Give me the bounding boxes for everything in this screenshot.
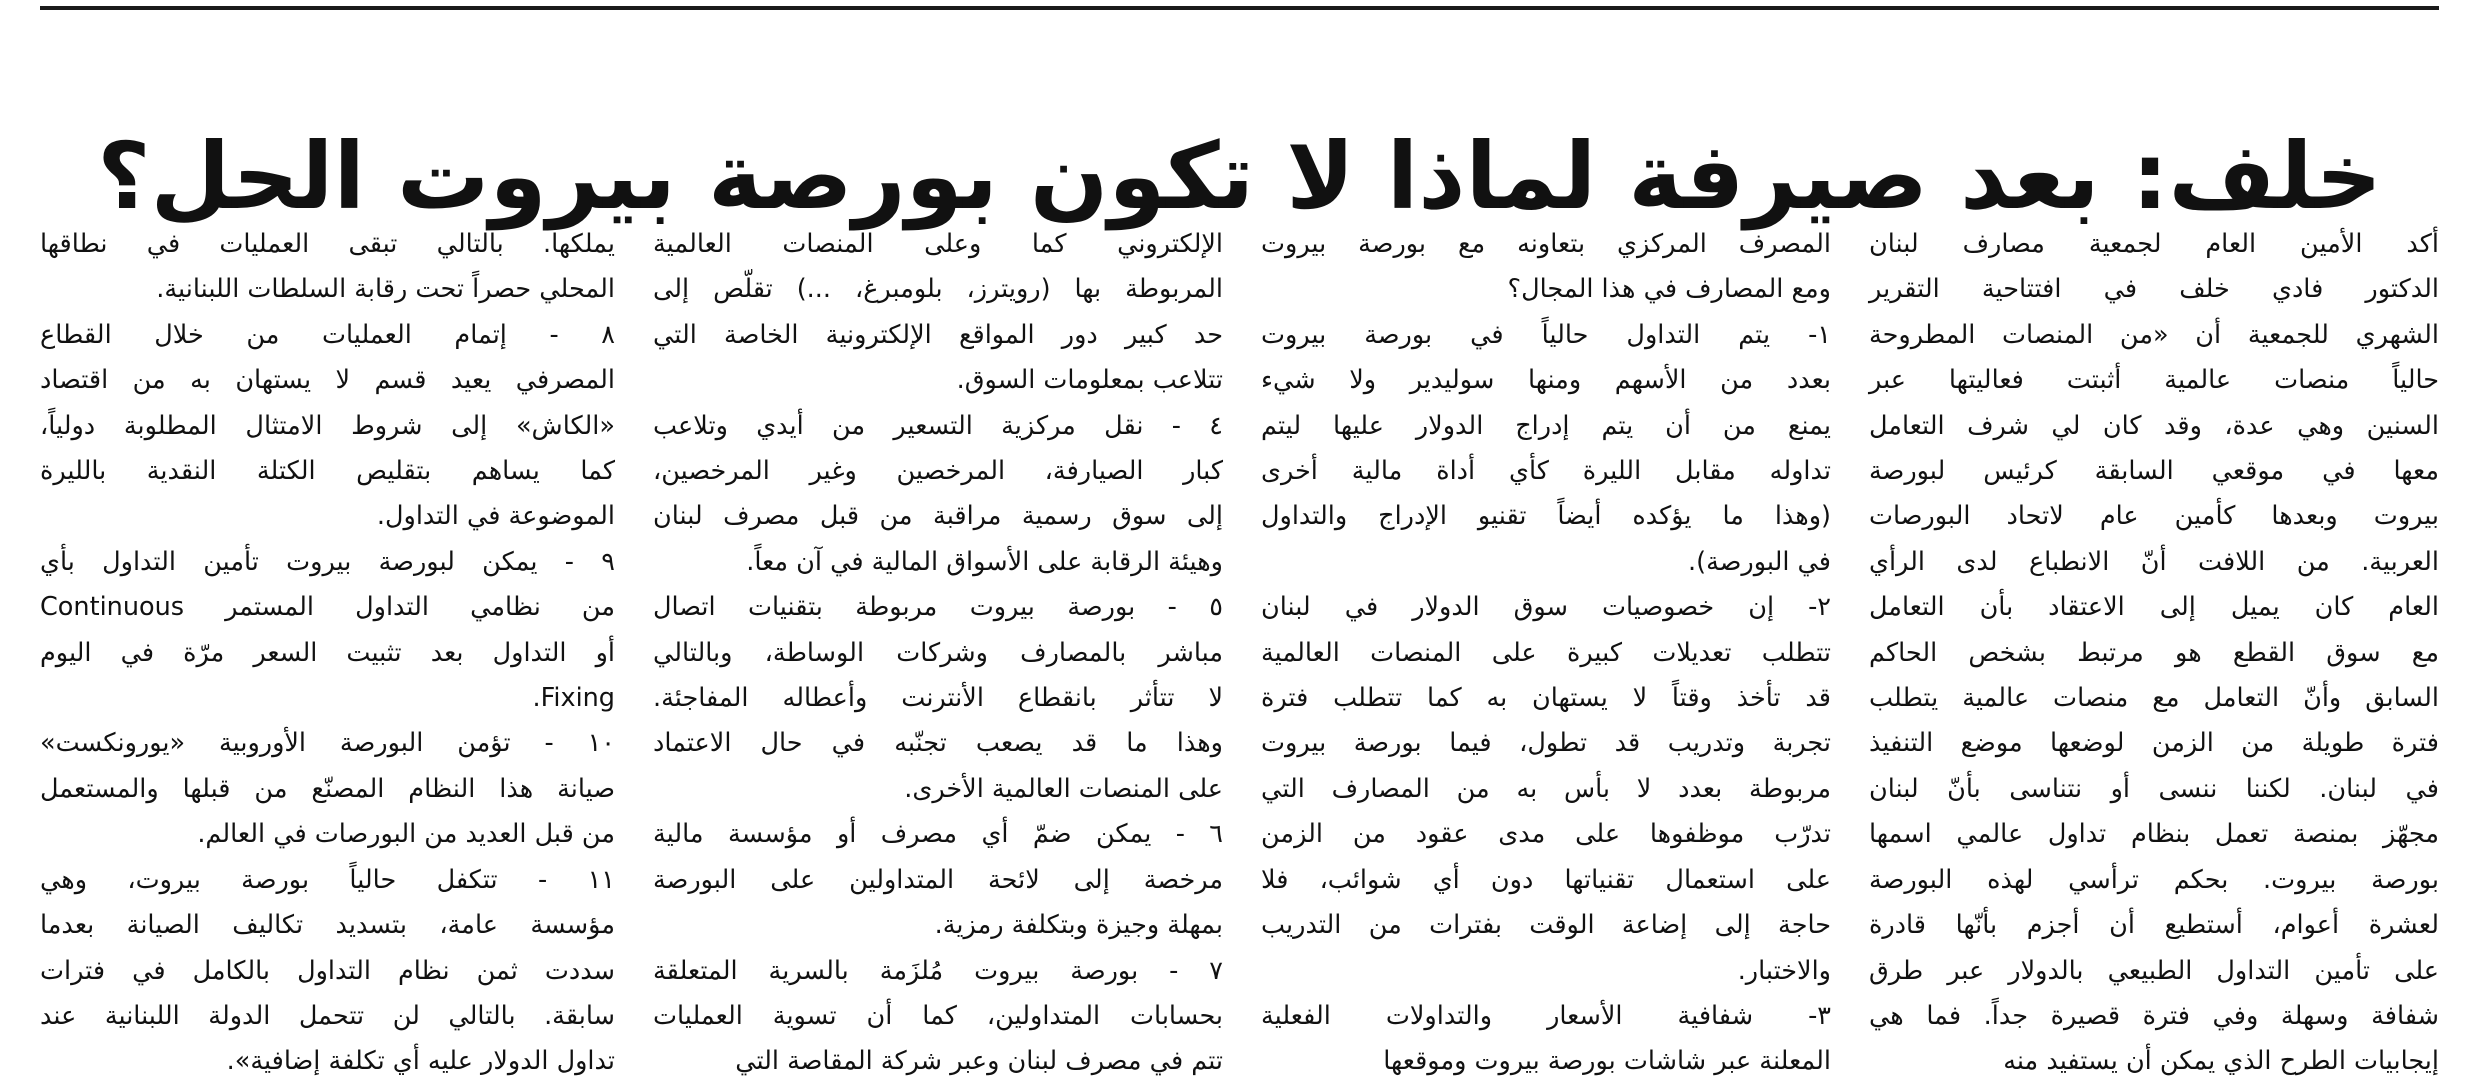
headline: خلف: بعد صيرفة لماذا لا تكون بورصة بيروت الحل؟ <box>97 123 2382 231</box>
text-line: تجربة وتدريب قد تطول، فيما بورصة بيروت <box>1261 728 1831 759</box>
text-line: ٨ - إتمام العمليات من خلال القطاع <box>40 319 615 350</box>
text-line: حاجة إلى إضاعة الوقت بفترات من التدريب <box>1261 910 1831 941</box>
text-line: ٧ - بورصة بيروت مُلزَمة بالسرية المتعلقة <box>653 955 1223 986</box>
text-line: أكد الأمين العام لجمعية مصارف لبنان <box>1869 229 2439 259</box>
text-line: تتلاعب بمعلومات السوق. <box>956 365 1223 396</box>
text-line: معها في موقعي السابقة كرئيس لبورصة <box>1869 456 2439 487</box>
text-line: المصرف المركزي بتعاونه مع بورصة بيروت <box>1261 229 1831 259</box>
column-2 <box>1261 222 1831 1077</box>
text-line: مباشر بالمصارف وشركات الوساطة، وبالتالي <box>653 637 1223 668</box>
text-line: العربية. من اللافت أنّ الانطباع لدى الرأي <box>1869 546 2439 577</box>
text-line: مرخصة إلى لائحة المتداولين على البورصة <box>653 864 1223 895</box>
text-line: ١٠ - تؤمن البورصة الأوروبية «يورونكست» <box>40 728 615 759</box>
text-line: الدكتور فادي خلف في افتتاحية التقرير <box>1869 274 2439 305</box>
text-line: والاختبار. <box>1737 955 1831 986</box>
text-line: أو التداول بعد تثبيت السعر مرّة في اليوم <box>40 637 615 668</box>
text-line: سددت ثمن نظام التداول بالكامل في فترات <box>40 955 615 986</box>
text-line: مربوطة بعدد لا بأس به من المصارف التي <box>1261 773 1831 804</box>
text-line: سابقة. بالتالي لن تتحمل الدولة اللبنانية عند <box>40 1000 615 1031</box>
text-line: ١١ - تتكفل حالياً بورصة بيروت، وهي <box>40 864 615 895</box>
text-line: إيجابيات الطرح الذي يمكن أن يستفيد منه <box>2003 1046 2439 1077</box>
text-line: بعدد من الأسهم ومنها سوليدير ولا شيء <box>1261 365 1831 396</box>
text-line: كما يساهم بتقليص الكتلة النقدية بالليرة <box>40 456 615 487</box>
top-rule <box>40 6 2439 10</box>
text-line: تتطلب تعديلات كبيرة على المنصات العالمية <box>1261 637 1831 668</box>
text-line: مع سوق القطع هو مرتبط بشخص الحاكم <box>1869 637 2439 668</box>
text-line: Fixing. <box>532 683 615 714</box>
text-line: الشهري للجمعية أن «من المنصات المطروحة <box>1869 319 2439 350</box>
text-line: العام كان يميل إلى الاعتقاد بأن التعامل <box>1869 592 2439 623</box>
text-line: لا تتأثر بانقطاع الأنترنت وأعطاله المفاجئة. <box>653 683 1223 714</box>
text-line: على تأمين التداول الطبيعي بالدولار عبر طرق <box>1869 955 2439 986</box>
text-line: من نظامي التداول المستمر Continuous <box>40 592 615 623</box>
text-line: الموضوعة في التداول. <box>376 501 615 532</box>
text-line: كبار الصيارفة، المرخصين وغير المرخصين، <box>653 456 1223 487</box>
text-line: تداوله مقابل الليرة كأي أداة مالية أخرى <box>1261 456 1831 487</box>
column-4 <box>40 222 615 1077</box>
text-line: تتم في مصرف لبنان وعبر شركة المقاصة التي <box>735 1046 1223 1077</box>
article-body <box>40 222 2439 1077</box>
text-line: حد كبير دور المواقع الإلكترونية الخاصة التي <box>653 319 1223 350</box>
text-line: على المنصات العالمية الأخرى. <box>904 773 1223 804</box>
text-line: مؤسسة عامة، بتسديد تكاليف الصيانة بعدما <box>40 910 615 941</box>
text-line: ٣- شفافية الأسعار والتداولات الفعلية <box>1261 1000 1831 1031</box>
text-line: ٤ - نقل مركزية التسعير من أيدي وتلاعب <box>653 410 1223 441</box>
text-line: ٥ - بورصة بيروت مربوطة بتقنيات اتصال <box>653 592 1223 623</box>
text-line: المعلنة عبر شاشات بورصة بيروت وموقعها <box>1383 1046 1831 1077</box>
column-1 <box>1869 222 2439 1077</box>
text-line: قد تأخذ وقتاً لا يستهان به كما تتطلب فترة <box>1261 683 1831 714</box>
text-line: ٦ - يمكن ضمّ أي مصرف أو مؤسسة مالية <box>653 819 1223 850</box>
text-line: بورصة بيروت. بحكم ترأسي لهذه البورصة <box>1869 864 2439 895</box>
text-line: ومع المصارف في هذا المجال؟ <box>1507 274 1831 305</box>
text-line: ٢- إن خصوصيات سوق الدولار في لبنان <box>1261 592 1831 623</box>
text-line: في لبنان. لكننا ننسى أو نتناسى بأنّ لبنان <box>1869 773 2439 804</box>
text-line: بيروت وبعدها كأمين عام لاتحاد البورصات <box>1869 501 2439 532</box>
text-line: السنين وهي عدة، وقد كان لي شرف التعامل <box>1869 410 2439 441</box>
text-line: على استعمال تقنياتها دون أي شوائب، فلا <box>1261 864 1831 895</box>
text-line: وهيئة الرقابة على الأسواق المالية في آن معاً. <box>746 546 1223 577</box>
text-line: شفافة وسهلة وفي فترة قصيرة جداً. فما هي <box>1869 1000 2439 1031</box>
text-line: في البورصة). <box>1688 546 1831 577</box>
text-line: فترة طويلة من الزمن لوضعها موضع التنفيذ <box>1869 728 2439 759</box>
text-line: تداول الدولار عليه أي تكلفة إضافية». <box>226 1046 615 1077</box>
text-line: يملكها. بالتالي تبقى العمليات في نطاقها <box>40 229 615 259</box>
text-line: ٩ - يمكن لبورصة بيروت تأمين التداول بأي <box>40 546 615 577</box>
text-line: (وهذا ما يؤكده أيضاً تقنيو الإدراج والتداول <box>1261 501 1831 532</box>
text-line: «الكاش» إلى شروط الامتثال المطلوبة دولياً، <box>40 410 615 441</box>
text-line: ١- يتم التداول حالياً في بورصة بيروت <box>1261 319 1831 350</box>
text-line: لعشرة أعوام، أستطيع أن أجزم بأنّها قادرة <box>1869 910 2439 941</box>
text-line: يمنع من أن يتم إدراج الدولار عليها ليتم <box>1261 410 1831 441</box>
text-line: إلى سوق رسمية مراقبة من قبل مصرف لبنان <box>653 501 1223 532</box>
text-line: مجهّز بمنصة تعمل بنظام تداول عالمي اسمها <box>1869 819 2439 850</box>
text-line: المحلي حصراً تحت رقابة السلطات اللبنانية. <box>156 274 615 305</box>
column-3 <box>653 222 1223 1077</box>
text-line: صيانة هذا النظام المصنّع من قبلها والمستعمل <box>40 773 615 804</box>
text-line: بمهلة وجيزة وبتكلفة رمزية. <box>934 910 1223 941</box>
text-line: المصرفي يعيد قسم لا يستهان به من اقتصاد <box>40 365 615 396</box>
text-line: المربوطة بها (رويترز، بلومبرغ، ...) تقلّص إلى <box>653 274 1223 305</box>
text-line: تدرّب موظفوها على مدى عقود من الزمن <box>1261 819 1831 850</box>
text-line: بحسابات المتداولين، كما أن تسوية العمليات <box>653 1000 1223 1031</box>
text-line: الإلكتروني كما وعلى المنصات العالمية <box>653 229 1223 259</box>
text-line: السابق وأنّ التعامل مع منصات عالمية يتطلب <box>1869 683 2439 714</box>
text-line: وهذا ما قد يصعب تجنّبه في حال الاعتماد <box>653 728 1223 759</box>
text-line: حالياً منصات عالمية أثبتت فعاليتها عبر <box>1869 365 2439 396</box>
text-line: من قبل العديد من البورصات في العالم. <box>197 819 615 850</box>
